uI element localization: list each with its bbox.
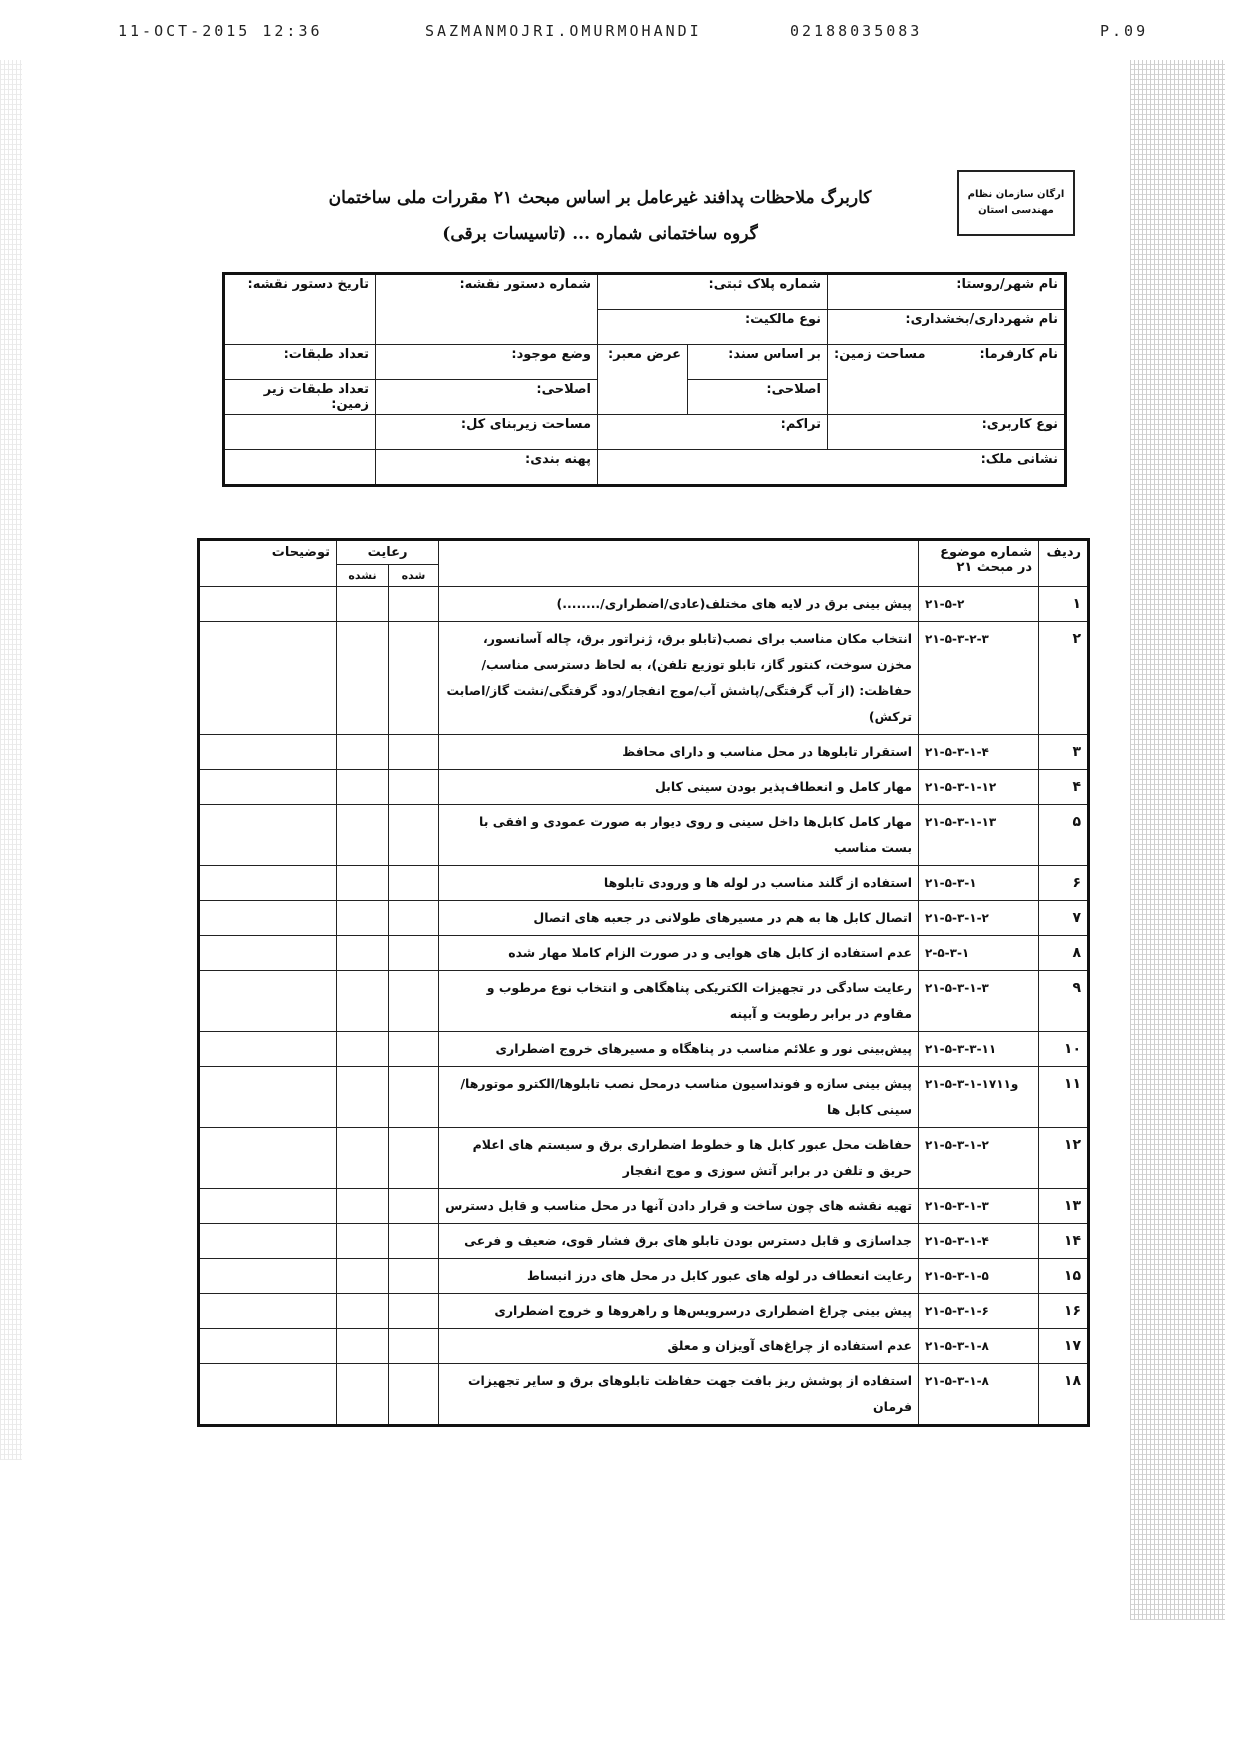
not-done-checkbox-cell[interactable] <box>337 587 389 622</box>
row-code: ۲۱-۵-۳-۱-۴ <box>919 735 1039 770</box>
info-cell: نوع مالکیت: <box>598 310 828 345</box>
info-cell: شماره دستور نقشه: <box>376 274 598 345</box>
header-compliance: رعایت <box>337 540 439 565</box>
info-cell: تعداد طبقات: <box>224 345 376 380</box>
row-description: عدم استفاده از کابل های هوایی و در صورت الزام کاملا مهار شده <box>439 936 919 971</box>
info-cell: شماره پلاک ثبتی: <box>598 274 828 310</box>
table-row <box>199 1128 1089 1189</box>
notes-cell[interactable] <box>199 1294 337 1329</box>
row-description: پیش بینی برق در لایه های مختلف(عادی/اضطراری/........) <box>439 587 919 622</box>
row-description: مهار کامل و انعطاف‌پذیر بودن سینی کابل <box>439 770 919 805</box>
info-cell: مساحت زیربنای کل: <box>376 415 598 450</box>
header-code: شماره موضوع در مبحث ۲۱ <box>919 540 1039 587</box>
row-description: اتصال کابل ها به هم در مسیرهای طولانی در جعبه های اتصال <box>439 901 919 936</box>
row-description: استفاده از گلند مناسب در لوله ها و ورودی تابلوها <box>439 866 919 901</box>
info-row <box>224 345 1066 380</box>
table-row <box>199 901 1089 936</box>
row-number: ۹ <box>1039 971 1089 1032</box>
not-done-checkbox-cell[interactable] <box>337 936 389 971</box>
row-code: ۲۱-۵-۳-۱-۸ <box>919 1364 1039 1426</box>
scan-noise <box>0 60 22 1460</box>
table-row <box>199 1067 1089 1128</box>
row-number: ۱۸ <box>1039 1364 1089 1426</box>
organization-logo <box>957 170 1075 236</box>
notes-cell[interactable] <box>199 1128 337 1189</box>
info-cell: نوع کاربری: <box>828 415 1066 450</box>
info-cell: پهنه بندی: <box>376 450 598 486</box>
row-number: ۷ <box>1039 901 1089 936</box>
not-done-checkbox-cell[interactable] <box>337 735 389 770</box>
row-code: ۲۱-۵-۳-۱ <box>919 866 1039 901</box>
not-done-checkbox-cell[interactable] <box>337 770 389 805</box>
row-description: رعایت انعطاف در لوله های عبور کابل در محل های درز انبساط <box>439 1259 919 1294</box>
row-number: ۱ <box>1039 587 1089 622</box>
notes-cell[interactable] <box>199 805 337 866</box>
header-row-number: ردیف <box>1039 540 1089 587</box>
table-header-row <box>199 540 1089 565</box>
notes-cell[interactable] <box>199 770 337 805</box>
info-cell: اصلاحی: <box>688 380 828 415</box>
row-number: ۸ <box>1039 936 1089 971</box>
info-row <box>224 450 1066 486</box>
row-code: ۲۱-۵-۳-۱-۲ <box>919 1128 1039 1189</box>
row-number: ۱۰ <box>1039 1032 1089 1067</box>
not-done-checkbox-cell[interactable] <box>337 866 389 901</box>
done-checkbox-cell[interactable] <box>389 1294 439 1329</box>
info-cell: تاریخ دستور نقشه: <box>224 274 376 345</box>
row-description: پیش بینی سازه و فونداسیون مناسب درمحل نصب تابلوها/الکترو موتورها/سینی کابل ها <box>439 1067 919 1128</box>
notes-cell[interactable] <box>199 622 337 735</box>
row-description: جداسازی و قابل دسترس بودن تابلو های برق فشار قوی، ضعیف و فرعی <box>439 1224 919 1259</box>
info-cell <box>828 345 1066 415</box>
notes-cell[interactable] <box>199 1067 337 1128</box>
row-code: ۲۱-۵-۳-۳-۱۱ <box>919 1032 1039 1067</box>
done-checkbox-cell[interactable] <box>389 1128 439 1189</box>
page-title: کاربرگ ملاحظات پدافند غیرعامل بر اساس مبحث ۲۱ مقررات ملی ساختمان <box>328 188 872 208</box>
done-checkbox-cell[interactable] <box>389 936 439 971</box>
row-code: ۲۱-۵-۳-۱-۴ <box>919 1224 1039 1259</box>
page-subtitle: گروه ساختمانی شماره ... (تاسیسات برقی) <box>442 224 758 244</box>
done-checkbox-cell[interactable] <box>389 805 439 866</box>
row-number: ۱۳ <box>1039 1189 1089 1224</box>
info-cell: تراکم: <box>598 415 828 450</box>
header-notes: توضیحات <box>199 540 337 587</box>
info-cell: بر اساس سند: <box>688 345 828 380</box>
row-description: استقرار تابلوها در محل مناسب و دارای محافظ <box>439 735 919 770</box>
row-description: عدم استفاده از چراغ‌های آویزان و معلق <box>439 1329 919 1364</box>
not-done-checkbox-cell[interactable] <box>337 901 389 936</box>
info-cell: تعداد طبقات زیر زمین: <box>224 380 376 415</box>
notes-cell[interactable] <box>199 1329 337 1364</box>
fax-date: 11-OCT-2015 12:36 <box>118 22 323 40</box>
project-info-table <box>222 272 1067 487</box>
table-row <box>199 805 1089 866</box>
row-code: ۲۱-۵-۳-۱-۵ <box>919 1259 1039 1294</box>
not-done-checkbox-cell[interactable] <box>337 622 389 735</box>
table-row <box>199 866 1089 901</box>
done-checkbox-cell[interactable] <box>389 735 439 770</box>
done-checkbox-cell[interactable] <box>389 587 439 622</box>
notes-cell[interactable] <box>199 1224 337 1259</box>
fax-header <box>0 22 1240 46</box>
row-code: ۲۱-۵-۳-۱-۲ <box>919 901 1039 936</box>
done-checkbox-cell[interactable] <box>389 1224 439 1259</box>
row-description: استفاده از پوشش ریز بافت جهت حفاظت تابلوهای برق و سایر تجهیزات فرمان <box>439 1364 919 1426</box>
fax-sender: SAZMANMOJRI.OMURMOHANDI <box>425 22 702 40</box>
table-row <box>199 622 1089 735</box>
info-cell: عرض معبر: <box>598 345 688 415</box>
info-row <box>224 415 1066 450</box>
info-cell <box>224 415 376 450</box>
not-done-checkbox-cell[interactable] <box>337 1128 389 1189</box>
scan-noise <box>1130 60 1225 1620</box>
done-checkbox-cell[interactable] <box>389 866 439 901</box>
done-checkbox-cell[interactable] <box>389 1067 439 1128</box>
row-number: ۶ <box>1039 866 1089 901</box>
row-description: پیش بینی چراغ اضطراری درسرویس‌ها و راهروها و خروج اضطراری <box>439 1294 919 1329</box>
done-checkbox-cell[interactable] <box>389 901 439 936</box>
table-row <box>199 735 1089 770</box>
done-checkbox-cell[interactable] <box>389 1364 439 1426</box>
row-number: ۳ <box>1039 735 1089 770</box>
table-row <box>199 936 1089 971</box>
row-code: ۲۱-۵-۳-۱-۱۳ <box>919 805 1039 866</box>
row-code: ۲۱-۵-۳-۱-۱۷و۱۱ <box>919 1067 1039 1128</box>
notes-cell[interactable] <box>199 1364 337 1426</box>
done-checkbox-cell[interactable] <box>389 1032 439 1067</box>
logo-line: ارگان سازمان نظام <box>967 189 1065 200</box>
info-cell <box>224 450 376 486</box>
row-description: حفاظت محل عبور کابل ها و خطوط اضطراری برق و سیستم های اعلام حریق و تلفن در برابر آتش سوزی و موج انفجار <box>439 1128 919 1189</box>
done-checkbox-cell[interactable] <box>389 1259 439 1294</box>
table-row <box>199 1364 1089 1426</box>
not-done-checkbox-cell[interactable] <box>337 1259 389 1294</box>
info-cell: نام شهرداری/بخشداری: <box>828 310 1066 345</box>
info-cell: نشانی ملک: <box>598 450 1066 486</box>
table-row <box>199 770 1089 805</box>
notes-cell[interactable] <box>199 901 337 936</box>
not-done-checkbox-cell[interactable] <box>337 1189 389 1224</box>
table-row <box>199 1189 1089 1224</box>
notes-cell[interactable] <box>199 1032 337 1067</box>
info-row <box>224 274 1066 310</box>
row-number: ۲ <box>1039 622 1089 735</box>
row-number: ۴ <box>1039 770 1089 805</box>
row-code: ۲۱-۵-۳-۱-۸ <box>919 1329 1039 1364</box>
header-description <box>439 540 919 587</box>
not-done-checkbox-cell[interactable] <box>337 1329 389 1364</box>
row-number: ۱۱ <box>1039 1067 1089 1128</box>
checklist-body <box>199 587 1089 1426</box>
header-done: شده <box>389 565 439 587</box>
done-checkbox-cell[interactable] <box>389 1189 439 1224</box>
notes-cell[interactable] <box>199 866 337 901</box>
row-code: ۲۱-۵-۳-۱-۶ <box>919 1294 1039 1329</box>
logo-line: مهندسی استان <box>978 205 1054 216</box>
row-code: ۲۱-۵-۳-۲-۳ <box>919 622 1039 735</box>
row-code: ۲۱-۵-۳-۱-۳ <box>919 1189 1039 1224</box>
table-row <box>199 1032 1089 1067</box>
not-done-checkbox-cell[interactable] <box>337 971 389 1032</box>
row-number: ۱۷ <box>1039 1329 1089 1364</box>
row-description: تهیه نقشه های چون ساخت و قرار دادن آنها در محل مناسب و قابل دسترس <box>439 1189 919 1224</box>
fax-phone: 02188035083 <box>790 22 923 40</box>
not-done-checkbox-cell[interactable] <box>337 1224 389 1259</box>
row-description: پیش‌بینی نور و علائم مناسب در پناهگاه و مسیرهای خروج اضطراری <box>439 1032 919 1067</box>
info-label: نام کارفرما: <box>979 347 1059 362</box>
header-not-done: نشده <box>337 565 389 587</box>
info-cell: نام شهر/روستا: <box>828 274 1066 310</box>
row-code: ۲۱-۵-۳-۱-۱۲ <box>919 770 1039 805</box>
row-number: ۵ <box>1039 805 1089 866</box>
row-description: انتخاب مکان مناسب برای نصب(تابلو برق، ژنراتور برق، چاله آسانسور، مخزن سوخت، کنتور گاز، تابلو توزیع تلفن)، به لحاظ دسترسی مناسب/حفاظت: (از آب گرفتگی/پاشش آب/موج انفجار/دود گرفتگی/نشت گاز/اصابت ترکش) <box>439 622 919 735</box>
table-row <box>199 1259 1089 1294</box>
fax-page: P.09 <box>1100 22 1149 40</box>
row-code: ۲۱-۵-۳-۱-۳ <box>919 971 1039 1032</box>
table-row <box>199 1294 1089 1329</box>
row-number: ۱۶ <box>1039 1294 1089 1329</box>
info-label: مساحت زمین: <box>834 347 926 362</box>
row-number: ۱۴ <box>1039 1224 1089 1259</box>
table-row <box>199 587 1089 622</box>
done-checkbox-cell[interactable] <box>389 1329 439 1364</box>
notes-cell[interactable] <box>199 1259 337 1294</box>
notes-cell[interactable] <box>199 936 337 971</box>
row-description: مهار کامل کابل‌ها داخل سینی و روی دیوار به صورت عمودی و افقی با بست مناسب <box>439 805 919 866</box>
not-done-checkbox-cell[interactable] <box>337 1067 389 1128</box>
notes-cell[interactable] <box>199 1189 337 1224</box>
not-done-checkbox-cell[interactable] <box>337 1032 389 1067</box>
row-description: رعایت سادگی در تجهیزات الکتریکی پناهگاهی و انتخاب نوع مرطوب و مقاوم در برابر رطوبت و آبپنه <box>439 971 919 1032</box>
row-number: ۱۵ <box>1039 1259 1089 1294</box>
done-checkbox-cell[interactable] <box>389 622 439 735</box>
row-code: ۲۱-۵-۲ <box>919 587 1039 622</box>
notes-cell[interactable] <box>199 735 337 770</box>
table-row <box>199 1329 1089 1364</box>
done-checkbox-cell[interactable] <box>389 770 439 805</box>
row-number: ۱۲ <box>1039 1128 1089 1189</box>
info-cell: وضع موجود: <box>376 345 598 380</box>
not-done-checkbox-cell[interactable] <box>337 805 389 866</box>
checklist-table <box>197 538 1090 1427</box>
not-done-checkbox-cell[interactable] <box>337 1294 389 1329</box>
notes-cell[interactable] <box>199 587 337 622</box>
done-checkbox-cell[interactable] <box>389 971 439 1032</box>
table-row <box>199 971 1089 1032</box>
row-code: ۲-۵-۳-۱ <box>919 936 1039 971</box>
table-row <box>199 1224 1089 1259</box>
info-cell: اصلاحی: <box>376 380 598 415</box>
notes-cell[interactable] <box>199 971 337 1032</box>
not-done-checkbox-cell[interactable] <box>337 1364 389 1426</box>
